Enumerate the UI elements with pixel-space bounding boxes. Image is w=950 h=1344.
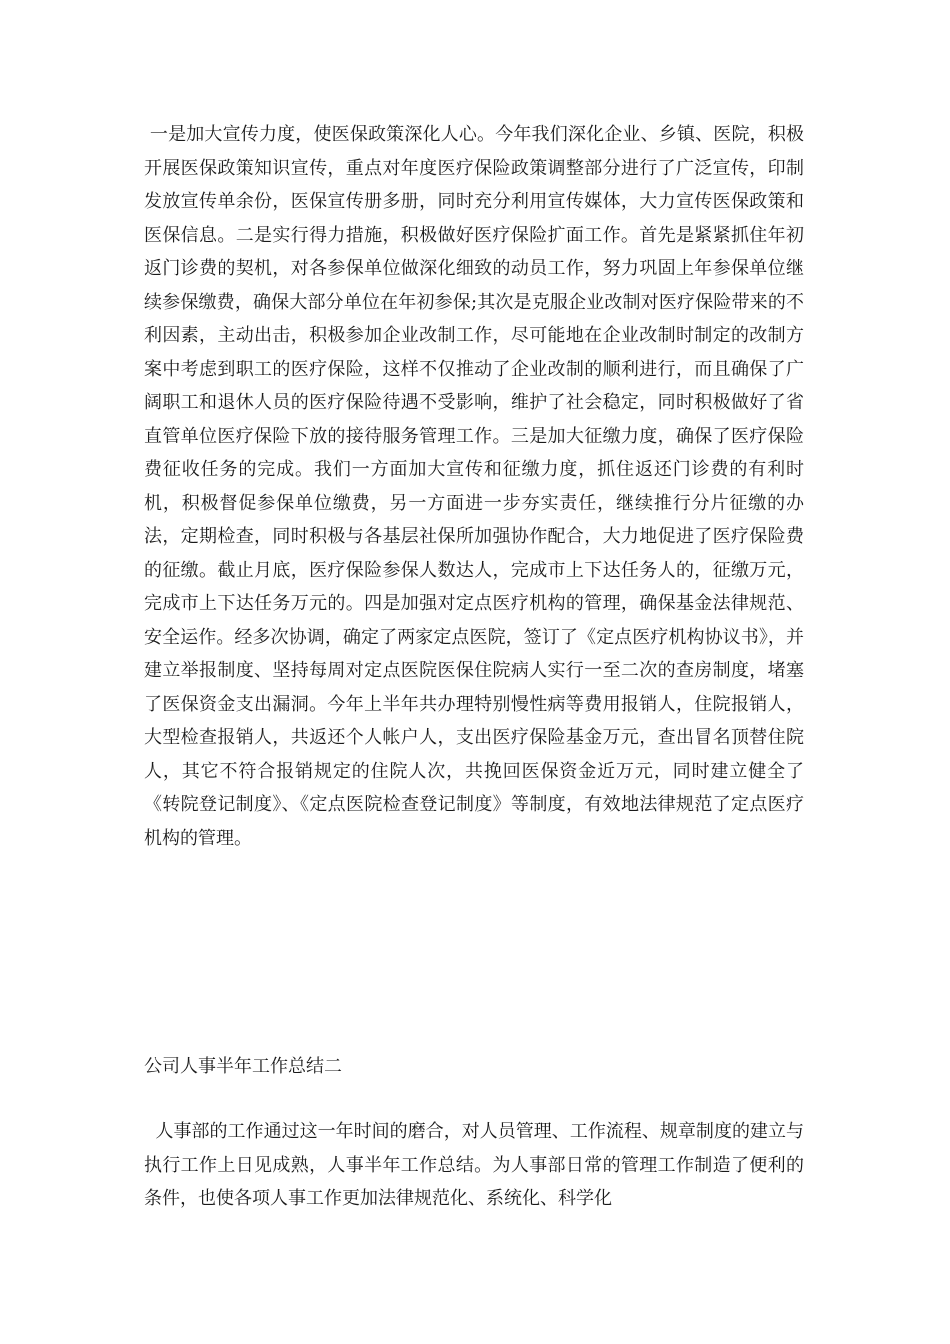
- section-heading: 公司人事半年工作总结二: [144, 1056, 342, 1077]
- body-paragraph-medical-insurance: 一是加大宣传力度，使医保政策深化人心。今年我们深化企业、乡镇、医院，积极开展医保政策知识宣传，重点对年度医疗保险政策调整部分进行了广泛宣传，印制发放宣传单余份，医保宣传册多册，同时充分利用宣传媒体，大力宣传医保政策和医保信息。二是实行得力措施，积极做好医疗保险扩面工作。首先是紧紧抓住年初返门诊费的契机，对各参保单位做深化细致的动员工作，努力巩固上年参保单位继续参保缴费，确保大部分单位在年初参保;其次是克服企业改制对医疗保险带来的不利因素，主动出击，积极参加企业改制工作，尽可能地在企业改制时制定的改制方案中考虑到职工的医疗保险，这样不仅推动了企业改制的顺利进行，而且确保了广阔职工和退休人员的医疗保险待遇不受影响，维护了社会稳定，同时积极做好了省直管单位医疗保险下放的接待服务管理工作。三是加大征缴力度，确保了医疗保险费征收任务的完成。我们一方面加大宣传和征缴力度，抓住返还门诊费的有利时机，积极督促参保单位缴费，另一方面进一步夯实责任，继续推行分片征缴的办法，定期检查，同时积极与各基层社保所加强协作配合，大力地促进了医疗保险费的征缴。截止月底，医疗保险参保人数达人，完成市上下达任务人的，征缴万元，完成市上下达任务万元的。四是加强对定点医疗机构的管理，确保基金法律规范、安全运作。经多次协调，确定了两家定点医院，签订了《定点医疗机构协议书》，并建立举报制度、坚持每周对定点医院医保住院病人实行一至二次的查房制度，堵塞了医保资金支出漏洞。今年上半年共办理特别慢性病等费用报销人，住院报销人，大型检查报销人，共返还个人帐户人，支出医疗保险基金万元，查出冒名顶替住院人，其它不符合报销规定的住院人次，共挽回医保资金近万元，同时建立健全了《转院登记制度》、《定点医院检查登记制度》等制度，有效地法律规范了定点医疗机构的管理。: [144, 124, 804, 849]
- body-paragraph-hr-summary: 人事部的工作通过这一年时间的磨合，对人员管理、工作流程、规章制度的建立与执行工作上日见成熟，人事半年工作总结。为人事部日常的管理工作制造了便利的条件，也使各项人事工作更加法律规范化、系统化、科学化: [144, 1121, 804, 1209]
